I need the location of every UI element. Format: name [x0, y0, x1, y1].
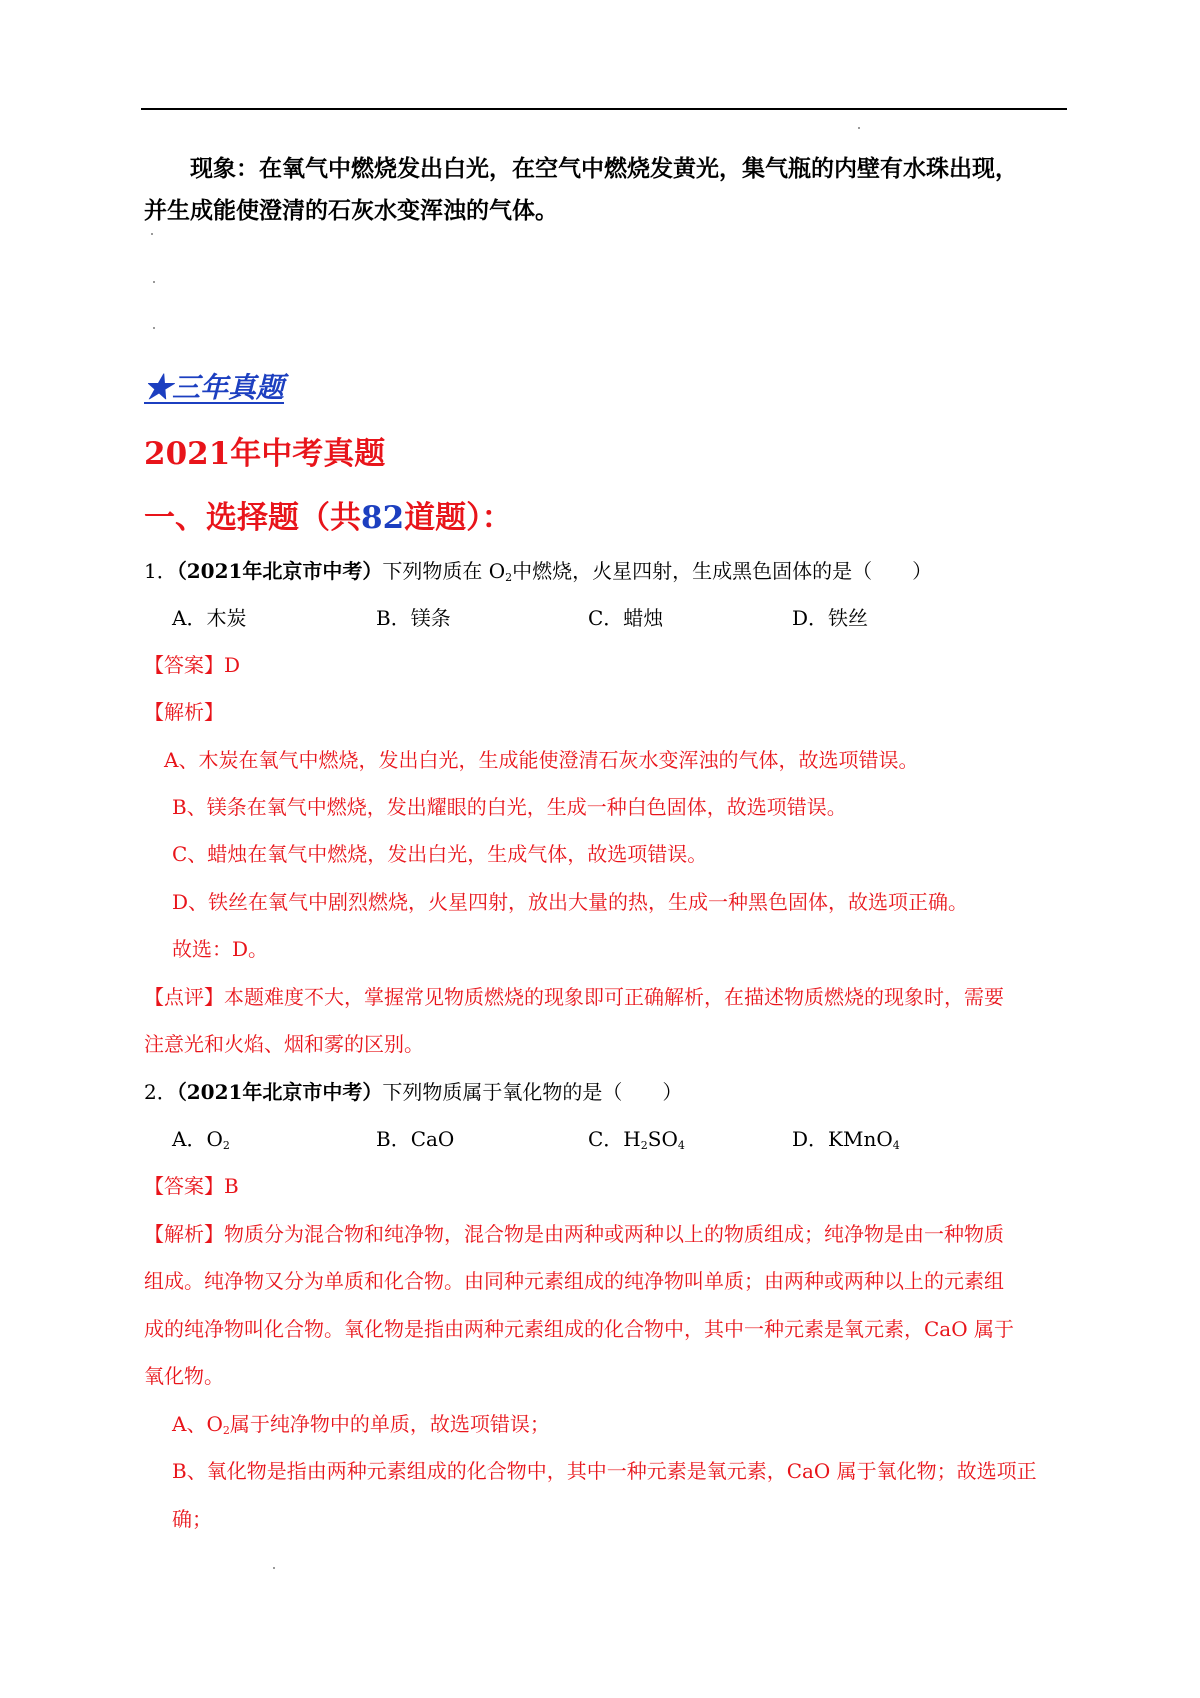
section-heading-prefix: 一、选择题（共	[144, 500, 361, 536]
analysis-line: A、木炭在氧气中燃烧，发出白光，生成能使澄清石灰水变浑浊的气体，故选项错误。	[164, 748, 919, 772]
answer-label: 【答案】	[144, 653, 224, 677]
analysis-line: 氧化物。	[144, 1364, 224, 1388]
analysis-line: 组成。纯净物又分为单质和化合物。由同种元素组成的纯净物叫单质；由两种或两种以上的元素组	[144, 1269, 1004, 1293]
subscript: 2	[222, 1139, 230, 1152]
analysis-sub-b-cont: 确；	[172, 1507, 212, 1531]
section-heading	[144, 492, 513, 537]
question-source: （2021年北京市中考）	[176, 559, 383, 583]
answer-1	[144, 649, 240, 678]
option-label: C．H	[588, 1127, 641, 1151]
question-2-stem	[144, 1076, 682, 1105]
subscript: 4	[892, 1139, 900, 1152]
option-a	[172, 1123, 230, 1152]
analysis-text: A、O	[172, 1412, 223, 1436]
question-number: 1．	[144, 559, 177, 583]
year-heading: 2021年中考真题	[144, 436, 386, 472]
option-label-rest: SO	[647, 1127, 678, 1151]
section-heading-suffix: 道题）：	[404, 500, 513, 536]
option-b	[376, 1123, 454, 1152]
stray-mark	[858, 127, 860, 129]
question-number: 2．	[144, 1080, 177, 1104]
analysis-line: 成的纯净物叫化合物。氧化物是指由两种元素组成的化合物中，其中一种元素是氧元素，CaO 属于	[144, 1317, 1014, 1341]
analysis-line: B、镁条在氧气中燃烧，发出耀眼的白光，生成一种白色固体，故选项错误。	[172, 795, 847, 819]
subscript: 2	[640, 1139, 648, 1152]
option-label: A．O	[172, 1127, 223, 1151]
option-d	[792, 1123, 900, 1152]
answer-label: 【答案】	[144, 1174, 224, 1198]
comment-text: 本题难度不大，掌握常见物质燃烧的现象即可正确解析，在描述物质燃烧的现象时，需要	[224, 985, 1004, 1009]
analysis-label: 【解析】	[144, 1222, 224, 1246]
subscript: 2	[505, 571, 513, 584]
option-label: B．CaO	[376, 1127, 455, 1151]
comment-label: 【点评】	[144, 985, 224, 1009]
answer-value: B	[224, 1174, 239, 1198]
analysis-line: D、铁丝在氧气中剧烈燃烧，火星四射，放出大量的热，生成一种黑色固体，故选项正确。	[172, 890, 969, 914]
analysis-line: C、蜡烛在氧气中燃烧，发出白光，生成气体，故选项错误。	[172, 842, 708, 866]
stray-mark	[151, 233, 153, 235]
question-1-stem	[144, 555, 932, 584]
comment-line-2: 注意光和火焰、烟和雾的区别。	[144, 1032, 424, 1056]
subscript: 2	[222, 1424, 230, 1437]
option-c: C．蜡烛	[588, 606, 664, 630]
header-rule	[141, 108, 1067, 110]
question-text: 下列物质在 O	[382, 559, 506, 583]
stray-mark	[273, 1567, 275, 1569]
option-label: D．KMnO	[792, 1127, 893, 1151]
comment-line-1	[144, 981, 1004, 1010]
question-text: 下列物质属于氧化物的是（ ）	[382, 1080, 683, 1104]
subscript: 4	[677, 1139, 685, 1152]
option-c	[588, 1123, 685, 1152]
question-text-rest: 中燃烧，火星四射，生成黑色固体的是（ ）	[512, 559, 933, 583]
analysis-label-1: 【解析】	[144, 700, 224, 724]
answer-2	[144, 1170, 239, 1199]
analysis-sub-b: B、氧化物是指由两种元素组成的化合物中，其中一种元素是氧元素，CaO 属于氧化物；故选项正	[172, 1459, 1037, 1483]
option-b: B．镁条	[376, 606, 451, 630]
option-a: A．木炭	[172, 606, 247, 630]
question-count: 82	[361, 500, 405, 536]
answer-value: D	[224, 653, 241, 677]
analysis-line-2-1	[144, 1218, 1004, 1247]
section-banner: ★三年真题	[144, 371, 285, 404]
analysis-text: 属于纯净物中的单质，故选项错误；	[229, 1412, 550, 1436]
option-d: D．铁丝	[792, 606, 869, 630]
question-source: （2021年北京市中考）	[176, 1080, 383, 1104]
phenomenon-line-1: 现象：在氧气中燃烧发出白光，在空气中燃烧发黄光，集气瓶的内壁有水珠出现，	[190, 155, 1018, 182]
stray-mark	[153, 281, 155, 283]
analysis-text: 物质分为混合物和纯净物，混合物是由两种或两种以上的物质组成；纯净物是由一种物质	[224, 1222, 1004, 1246]
analysis-line: 故选：D。	[172, 937, 269, 961]
analysis-sub-a	[172, 1408, 550, 1437]
stray-mark	[153, 327, 155, 329]
phenomenon-line-2: 并生成能使澄清的石灰水变浑浊的气体。	[144, 197, 558, 224]
